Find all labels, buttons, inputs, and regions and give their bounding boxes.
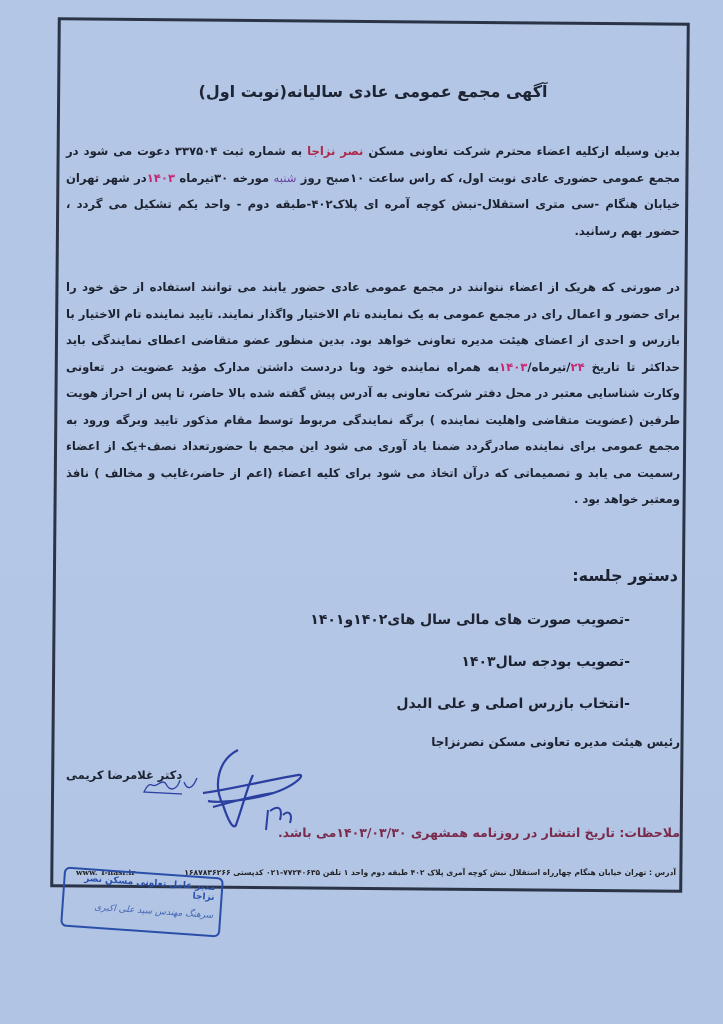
agenda-item: -تصویب بودجه سال۱۴۰۳ [461,654,630,670]
meeting-day-highlight: شنبه [273,170,297,185]
invitation-text-b: به شماره ثبت ۳۳۷۵۰۴ دعوت می شود در مجمع عمومی حضوری عادی نوبت اول، که راس ساعت ۱۰صبح روز [66,144,680,185]
paragraph-invitation [66,138,680,244]
signatory-name: دکتر غلامرضا کریمی [66,768,183,782]
invitation-text-c: مورخه ۳۰تیرماه [175,170,274,185]
stamp-line-2: سرهنگ مهندس سید علی اکبری [93,902,214,921]
agenda-item: -تصویب صورت های مالی سال های۱۴۰۲و۱۴۰۱ [310,612,630,628]
paragraph-proxy [66,274,680,513]
invitation-text-d: در شهر تهران خیابان هنگام -سی متری استقلال-نبش کوچه آمره ای پلاک۴۰۲-طبقه دوم - واحد یکم تشکیل می گردد ، حضور بهم رسانید. [66,170,680,238]
official-stamp [60,866,224,937]
meeting-year-highlight: ۱۴۰۳ [146,170,176,185]
publication-notes: ملاحظات: تاریخ انتشار در روزنامه همشهری ۱۴۰۳/۰۳/۳۰می باشد. [277,825,680,840]
deadline-day-highlight: ۲۴ [570,359,585,374]
chairman-title: رئیس هیئت مدیره تعاونی مسکن نصرنزاجا [431,735,680,749]
stamp-line-1: مدیر عامل تعاونی مسکن نصر نزاجا [83,873,216,904]
proxy-text-a: در صورتی که هریک از اعضاء نتوانند در مجمع عمومی عادی حضور یابند می توانند استفاده از حق خود را برای حضور و اعمال رای در مجمع عمومی به یک نماینده تام الاختیار واگذار نمایند. تایید نماینده تام الاختیار با بازرس و احدی از اعضای هیئت مدیره تعاونی خواهد بود. بدین منظور عضو متقاضی اعطای نمایندگی باید حداکثر تا تاریخ [66,280,680,374]
signature-image [198,745,308,835]
address-text: آدرس : تهران خیابان هنگام چهارراه استقلال نبش کوچه آمری پلاک ۴۰۲ طبقه دوم واحد ۱ تلفن ۷۷۲۴۰۶۳۵-۰۲۱ کدپستی ۱۶۸۷۸۳۶۲۶۶ [184,868,676,877]
invitation-text-a: بدین وسیله ازکلیه اعضاء محترم شرکت تعاونی مسکن [363,144,680,158]
agenda-title: دستور جلسه: [572,566,678,585]
proxy-text-c: به همراه نماینده خود وبا دردست داشتن مدارک مؤید عضویت در تعاونی وکارت شناسایی معتبر در محل دفتر شرکت تعاونی به آدرس پیش گفته شده بالا حاضر، تا پس از احراز هویت طرفین (عضویت متقاضی واهلیت نماینده ) برگه نمایندگی مربوط توسط مقام مذکور تایید وبرگه ورود به مجمع عمومی برای نماینده صادرگردد ضمنا یاد آوری می شود این مجمع با حضورتعداد نصف+یک از اعضاء رسمیت می یابد و تصمیماتی که درآن اتخاذ می شود برای کلیه اعضاء (اعم از حاضر،غایب و مخالف ) نافذ ومعتبر خواهد بود . [66,359,680,506]
document-title: آگهی مجمع عمومی عادی سالیانه(نوبت اول) [198,82,548,101]
company-name-highlight: نصر نزاجا [307,144,364,158]
on-behalf-handwriting [142,770,202,800]
website-link[interactable]: www. T-nasr.ir [76,868,136,877]
proxy-text-b: /تیرماه/ [527,359,571,374]
agenda-item: -انتخاب بازرس اصلی و علی البدل [396,696,630,712]
deadline-year-highlight: ۱۴۰۳ [499,359,528,374]
